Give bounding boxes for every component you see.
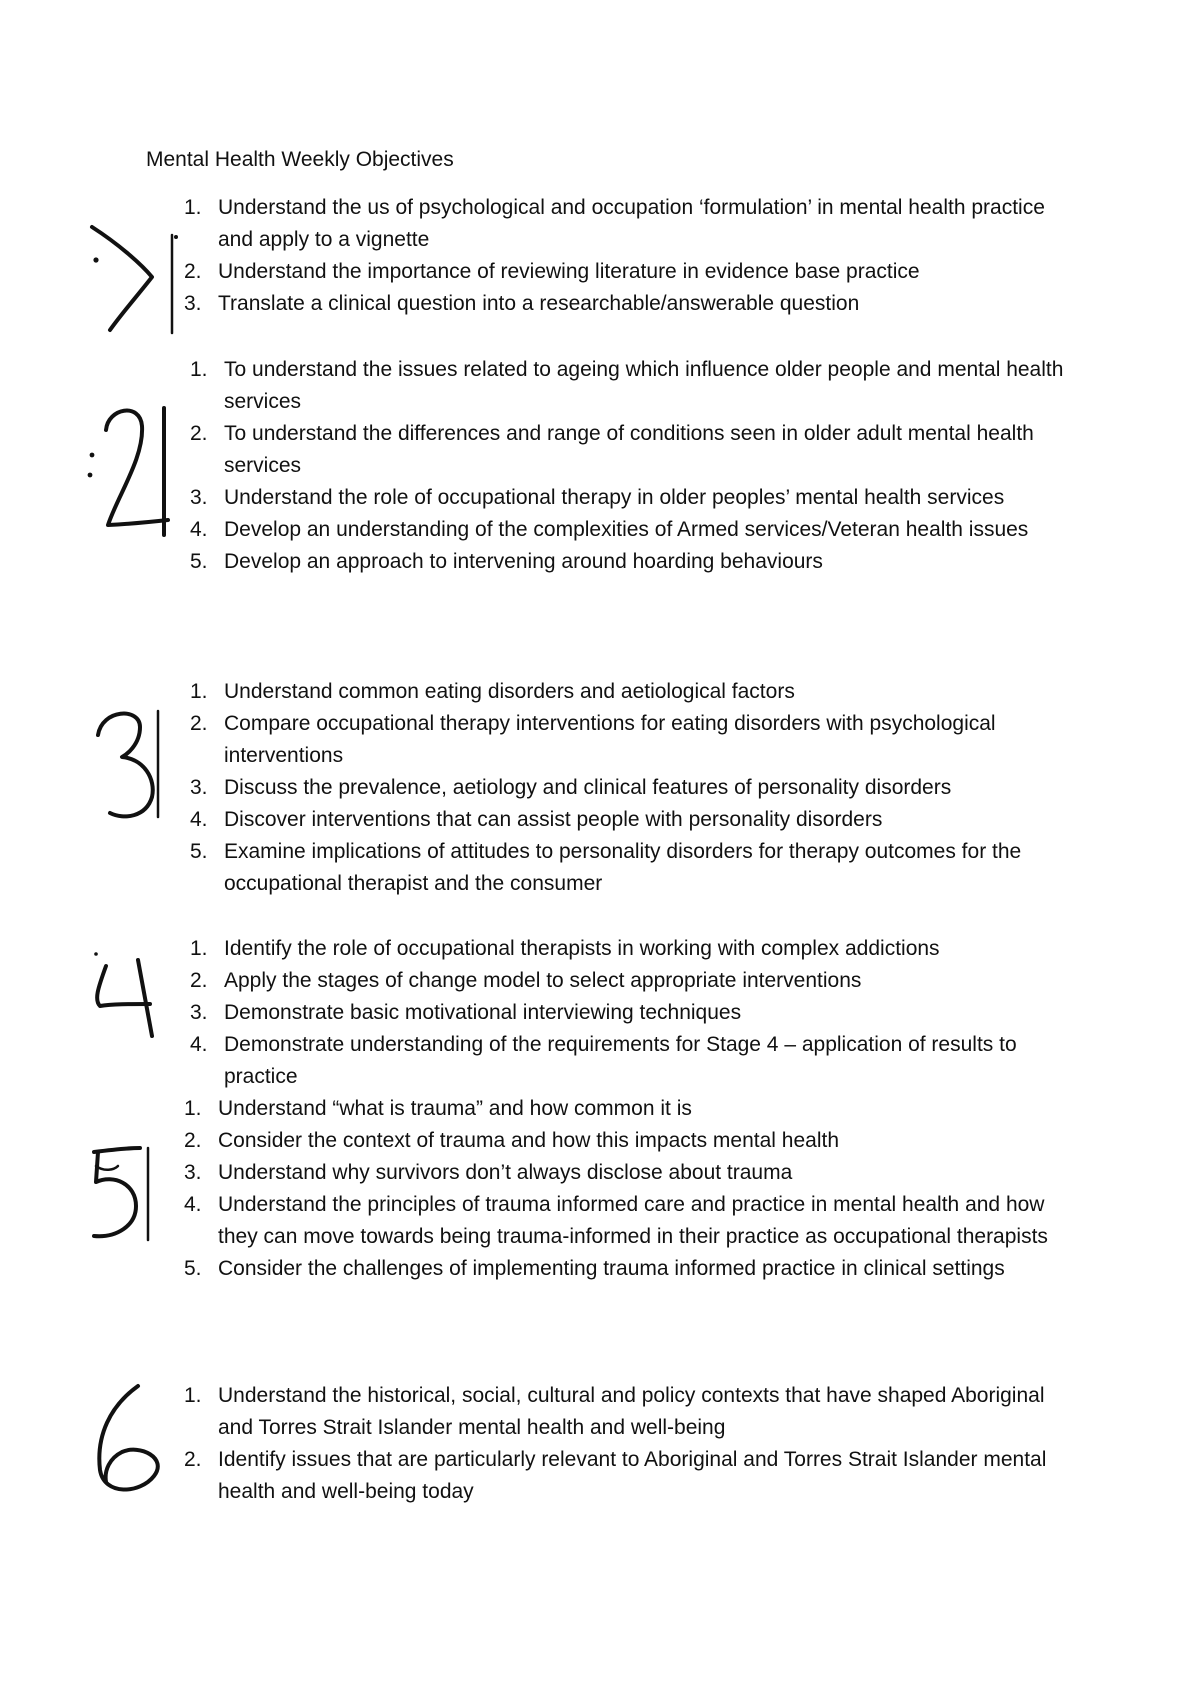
- week-5-objectives: [184, 1093, 1074, 1285]
- objective-item: [190, 965, 1070, 997]
- week-3-objectives: [190, 676, 1070, 900]
- objective-number: 1.: [184, 1384, 202, 1407]
- objective-item: [190, 354, 1070, 418]
- objective-text: To understand the differences and range of conditions seen in older adult mental health services: [224, 422, 1034, 477]
- week-6-objectives: [184, 1380, 1064, 1508]
- objective-text: Understand the us of psychological and occupation ‘formulation’ in mental health practice and apply to a vignette: [218, 196, 1045, 251]
- objective-item: [184, 1444, 1064, 1508]
- objective-item: [184, 256, 1064, 288]
- objective-number: 1.: [184, 1097, 202, 1120]
- objective-text: Understand common eating disorders and aetiological factors: [224, 680, 795, 703]
- objective-item: [184, 288, 1064, 320]
- objective-text: Discuss the prevalence, aetiology and clinical features of personality disorders: [224, 776, 952, 799]
- objective-text: Apply the stages of change model to select appropriate interventions: [224, 969, 862, 992]
- objective-item: [190, 1029, 1070, 1093]
- objective-item: [184, 1380, 1064, 1444]
- objective-number: 3.: [184, 1161, 202, 1184]
- objective-text: Consider the context of trauma and how this impacts mental health: [218, 1129, 839, 1152]
- handwritten-week-4-marker: [88, 948, 178, 1043]
- objective-number: 2.: [190, 422, 208, 445]
- objective-text: Understand the principles of trauma informed care and practice in mental health and how they can move towards being trauma-informed in their practice as occupational therapists: [218, 1193, 1048, 1248]
- objective-text: Translate a clinical question into a researchable/answerable question: [218, 292, 860, 315]
- objective-text: Identify the role of occupational therapists in working with complex addictions: [224, 937, 940, 960]
- objective-number: 3.: [190, 1001, 208, 1024]
- objective-text: Understand the role of occupational therapy in older peoples’ mental health services: [224, 486, 1005, 509]
- objective-number: 3.: [184, 292, 202, 315]
- handwritten-week-5-marker: [88, 1140, 168, 1250]
- objective-number: 4.: [190, 1033, 208, 1056]
- objective-number: 2.: [184, 260, 202, 283]
- objective-text: Discover interventions that can assist people with personality disorders: [224, 808, 883, 831]
- objective-item: [184, 1125, 1074, 1157]
- handwritten-week-3-marker: [88, 705, 178, 830]
- objective-number: 1.: [190, 358, 208, 381]
- objective-text: Consider the challenges of implementing trauma informed practice in clinical settings: [218, 1257, 1005, 1280]
- objective-number: 2.: [190, 969, 208, 992]
- objective-text: To understand the issues related to ageing which influence older people and mental health services: [224, 358, 1064, 413]
- objective-item: [190, 933, 1070, 965]
- objective-item: [184, 1157, 1074, 1189]
- week-1-objectives: [184, 192, 1064, 320]
- objective-item: [190, 676, 1070, 708]
- objective-number: 4.: [190, 518, 208, 541]
- objective-text: Understand “what is trauma” and how common it is: [218, 1097, 692, 1120]
- objective-number: 4.: [190, 808, 208, 831]
- objective-number: 1.: [190, 937, 208, 960]
- objective-text: Demonstrate basic motivational interviewing techniques: [224, 1001, 742, 1024]
- week-4-objectives: [190, 933, 1070, 1093]
- page-title: Mental Health Weekly Objectives: [146, 148, 454, 171]
- handwritten-week-6-marker: [88, 1378, 178, 1503]
- objective-text: Understand why survivors don’t always disclose about trauma: [218, 1161, 793, 1184]
- objective-item: [184, 1253, 1074, 1285]
- objective-number: 2.: [190, 712, 208, 735]
- objective-text: Identify issues that are particularly relevant to Aboriginal and Torres Strait Islander mental health and well-being today: [218, 1448, 1047, 1503]
- objective-number: 5.: [190, 550, 208, 573]
- objective-number: 1.: [190, 680, 208, 703]
- objective-text: Develop an approach to intervening around hoarding behaviours: [224, 550, 823, 573]
- objective-number: 3.: [190, 776, 208, 799]
- objective-text: Compare occupational therapy interventions for eating disorders with psychological interventions: [224, 712, 996, 767]
- objective-item: [190, 836, 1070, 900]
- objective-item: [190, 514, 1070, 546]
- objective-number: 2.: [184, 1129, 202, 1152]
- week-2-objectives: [190, 354, 1070, 578]
- objective-item: [190, 997, 1070, 1029]
- objective-item: [190, 482, 1070, 514]
- objective-item: [184, 1189, 1074, 1253]
- objective-item: [184, 192, 1064, 256]
- objective-item: [190, 708, 1070, 772]
- objective-number: 2.: [184, 1448, 202, 1471]
- objective-number: 1.: [184, 196, 202, 219]
- objective-number: 5.: [190, 840, 208, 863]
- objective-number: 3.: [190, 486, 208, 509]
- objective-item: [190, 804, 1070, 836]
- objective-text: Develop an understanding of the complexities of Armed services/Veteran health issues: [224, 518, 1029, 541]
- objective-text: Understand the historical, social, cultural and policy contexts that have shaped Aboriginal and Torres Strait Islander mental health and well-being: [218, 1384, 1045, 1439]
- objective-text: Understand the importance of reviewing literature in evidence base practice: [218, 260, 920, 283]
- handwritten-week-1-marker: [80, 215, 190, 340]
- objective-number: 4.: [184, 1193, 202, 1216]
- objective-item: [184, 1093, 1074, 1125]
- objective-item: [190, 772, 1070, 804]
- objective-item: [190, 546, 1070, 578]
- handwritten-week-2-marker: [78, 400, 188, 545]
- objective-text: Examine implications of attitudes to personality disorders for therapy outcomes for the occupational therapist and the consumer: [224, 840, 1022, 895]
- objective-item: [190, 418, 1070, 482]
- objective-text: Demonstrate understanding of the requirements for Stage 4 – application of results to practice: [224, 1033, 1017, 1088]
- objective-number: 5.: [184, 1257, 202, 1280]
